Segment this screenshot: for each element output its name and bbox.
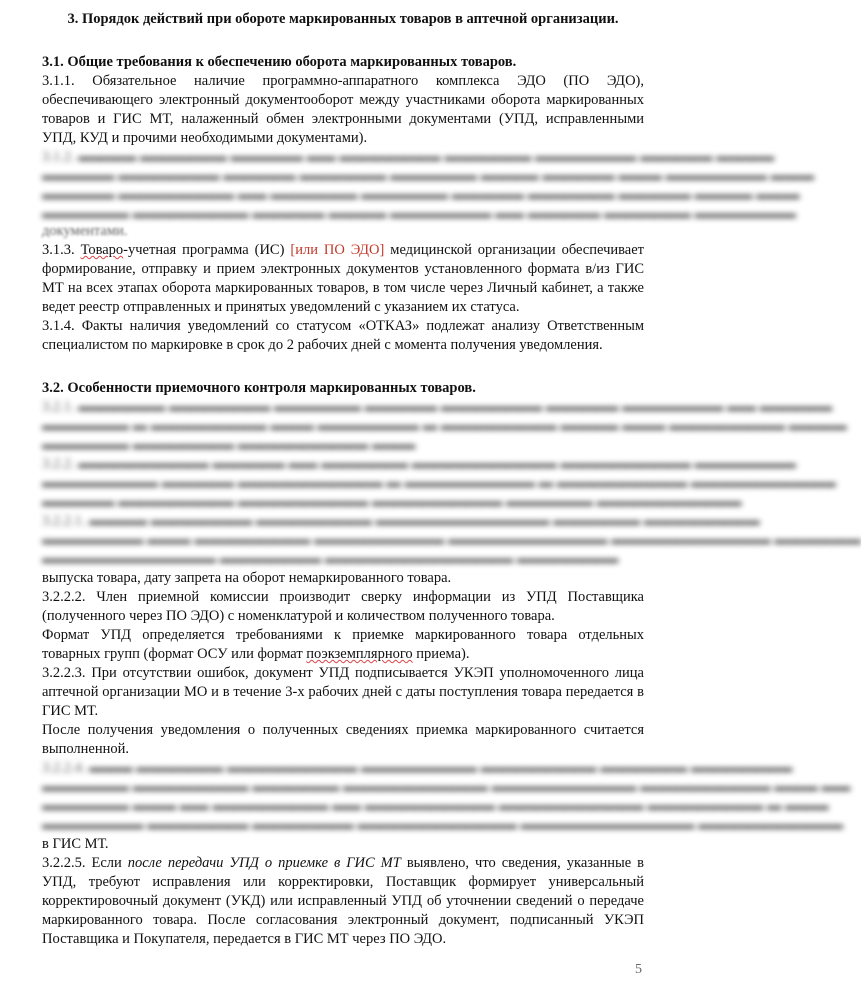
- document-page: [42, 10, 861, 949]
- paragraph-3-2-2-5: [42, 854, 644, 949]
- spellcheck-word: Товаро: [80, 242, 124, 258]
- paragraph-upd-format: [42, 626, 644, 664]
- blurred-paragraph-3-1-2-tail: документами.: [42, 223, 128, 239]
- paragraph-3-2-2-2: 3.2.2.2. Член приемной комиссии производит сверку информации из УПД Поставщика (полученного через ПО ЭДО) с номенклатурой и количеством полученного товара.: [42, 589, 644, 624]
- paragraph-3-1-3-text-b: медицинской организации обеспечивает формирование, отправку и прием электронных документов установленного формата в/из ГИС МТ на всех этапах оборота маркированных товаров, в том числе через Личный кабинет, а также ведет реестр отправленных и принятых уведомлений с указанием их статуса.: [42, 242, 644, 315]
- paragraph-after-notification: После получения уведомления о полученных сведениях приемка маркированного считается выполненной.: [42, 722, 644, 757]
- paragraph-3-1-3-number: 3.1.3.: [42, 242, 81, 258]
- blurred-paragraph-3-2-2-1-tail: выпуска товара, дату запрета на оборот немаркированного товара.: [42, 570, 452, 586]
- paragraph-3-2-2-5-text: выявлено, что сведения, указанные в УПД, требуют исправления или корректировки, Поставщик формирует универсальный корректировочный документ (УКД) или исправленный УПД об уточнении сведений о передаче маркированного товара. После согласования электронный документ, подписанный УКЭП Поставщика и Покупателя, передается в ГИС МТ через ПО ЭДО.: [42, 855, 644, 947]
- upd-format-text-a: Формат УПД определяется требованиями к приемке маркированного товара отдельных товарных групп (формат ОСУ или формат: [42, 627, 644, 662]
- paragraph-3-2-2-3: 3.2.2.3. При отсутствии ошибок, документ УПД подписывается УКЭП уполномоченного лица аптечной организации МО и в течение 3-х рабочих дней с даты поступления товара передается в ГИС МТ.: [42, 665, 644, 719]
- section-3-2-title: 3.2. Особенности приемочного контроля маркированных товаров.: [42, 380, 476, 396]
- page-heading: 3. Порядок действий при обороте маркированных товаров в аптечной организации.: [67, 11, 619, 27]
- upd-format-text-b: приема).: [412, 646, 470, 662]
- paragraph-3-1-1: 3.1.1. Обязательное наличие программно-аппаратного комплекса ЭДО (ПО ЭДО), обеспечивающего электронный документооборот между участниками оборота маркированных товаров и ГИС МТ, налаженный обмен электронными документами (УПД, исправленными УПД, КУД и прочими необходимыми документами).: [42, 73, 644, 146]
- red-bracket-note: [или ПО ЭДО]: [290, 242, 385, 258]
- spellcheck-word-2: поэкземплярного: [306, 646, 413, 662]
- page-number: 5: [635, 962, 642, 977]
- blurred-paragraph-3-1-2: 3.1.2. ▬▬▬▬ ▬▬▬▬▬▬ ▬▬▬▬▬ ▬▬ ▬▬▬▬▬▬▬ ▬▬▬▬▬▬ ▬▬▬▬▬▬▬ ▬▬▬▬▬ ▬▬▬▬ ▬▬▬▬▬ ▬▬▬▬▬▬▬ ▬▬▬▬▬ ▬▬▬▬▬▬ ▬▬▬▬▬▬ ▬▬▬▬ ▬▬▬▬▬ ▬▬▬ ▬▬▬▬▬▬▬ ▬▬▬ ▬▬▬▬▬ ▬▬▬▬▬▬▬▬ ▬▬ ▬▬▬▬▬▬ ▬▬▬▬▬▬ ▬▬▬▬▬ ▬▬▬▬▬▬ ▬▬▬▬▬ ▬▬▬▬ ▬▬▬ ▬▬▬▬▬▬ ▬▬▬▬▬▬▬▬ ▬▬▬▬▬ ▬▬▬▬ ▬▬▬▬▬▬▬ ▬▬ ▬▬▬▬▬ ▬▬▬▬▬▬ ▬▬▬▬▬▬▬: [42, 149, 815, 222]
- paragraph-3-2-2-5-number: 3.2.2.5. Если: [42, 855, 128, 871]
- blurred-paragraph-3-2-2-4-tail: в ГИС МТ.: [42, 836, 109, 852]
- paragraph-3-2-2-5-italic: после передачи УПД о приемке в ГИС МТ: [127, 855, 401, 871]
- paragraph-3-1-3: [42, 241, 644, 317]
- paragraph-3-1-3-text-a: -учетная программа (ИС): [123, 242, 291, 258]
- blurred-paragraph-3-2-2-4: 3.2.2.4. ▬▬▬ ▬▬▬▬▬▬ ▬▬▬▬▬▬▬▬▬ ▬▬▬▬▬▬▬▬ ▬▬▬▬▬▬▬▬ ▬▬▬▬▬▬ ▬▬▬▬▬▬▬ ▬▬▬▬▬▬ ▬▬▬▬▬▬▬▬ ▬▬▬▬▬▬ ▬▬▬▬▬▬▬▬▬▬ ▬▬▬▬▬▬▬▬▬▬ ▬▬▬▬▬▬▬▬▬ ▬▬▬ ▬▬ ▬▬▬▬▬▬ ▬▬▬ ▬▬ ▬▬▬▬▬▬▬▬ ▬▬ ▬▬▬▬▬▬▬▬▬ ▬▬▬▬▬▬▬▬▬▬ ▬▬▬▬▬▬▬▬ ▬ ▬▬▬ ▬▬▬▬▬▬▬ ▬▬▬▬▬▬▬ ▬▬▬▬▬▬▬ ▬▬▬▬▬▬▬▬▬▬▬ ▬▬▬▬▬▬▬▬▬▬▬▬ ▬▬▬▬▬▬▬▬▬▬: [42, 760, 851, 833]
- section-3-1-title: 3.1. Общие требования к обеспечению оборота маркированных товаров.: [42, 54, 517, 70]
- paragraph-3-1-4: 3.1.4. Факты наличия уведомлений со статусом «ОТКАЗ» подлежат анализу Ответственным специалистом по маркировке в срок до 2 рабочих дней с момента получения уведомления.: [42, 318, 644, 353]
- blurred-paragraphs-3-2-1: 3.2.1. ▬▬▬▬▬▬ ▬▬▬▬▬▬▬ ▬▬▬▬▬▬ ▬▬▬▬▬ ▬▬▬▬▬▬▬ ▬▬▬▬▬ ▬▬▬▬▬▬▬ ▬▬ ▬▬▬▬▬ ▬▬▬▬▬▬ ▬ ▬▬▬▬▬▬▬▬ ▬▬▬ ▬▬▬▬▬▬▬ ▬ ▬▬▬▬▬▬▬▬ ▬▬▬▬ ▬▬▬ ▬▬▬▬▬▬▬▬ ▬▬▬▬ ▬▬▬▬▬▬ ▬▬▬▬▬▬▬ ▬▬▬▬▬▬▬▬▬ ▬▬▬ 3.2.2. ▬▬▬▬▬▬▬▬▬ ▬▬▬▬▬ ▬▬ ▬▬▬▬▬▬ ▬▬▬▬▬▬▬▬▬▬ ▬▬▬▬▬▬▬▬▬ ▬▬▬▬▬▬▬ ▬▬▬▬▬▬▬▬ ▬▬▬▬▬ ▬▬▬▬▬▬▬▬▬▬ ▬ ▬▬▬▬▬▬▬▬▬ ▬ ▬▬▬▬▬▬▬▬▬ ▬▬▬▬▬▬▬▬▬▬ ▬▬▬▬▬ ▬▬▬▬▬▬▬▬ ▬▬▬▬▬▬▬▬▬ ▬▬▬▬▬▬▬▬▬ ▬▬▬▬▬▬ ▬▬▬▬▬▬▬▬▬▬ 3.2.2.1. ▬▬▬▬ ▬▬▬▬▬▬▬ ▬▬▬▬▬▬▬▬ ▬▬▬▬▬▬▬▬▬▬▬▬ ▬▬▬▬▬▬ ▬▬▬▬▬▬▬▬ ▬▬▬▬▬▬▬ ▬▬▬ ▬▬▬▬▬▬▬▬ ▬▬▬▬▬▬▬▬▬ ▬▬▬▬▬▬▬▬▬▬▬ ▬▬▬▬▬▬▬▬▬▬▬ ▬▬▬▬▬▬ ▬▬▬▬▬▬▬▬▬▬▬▬ ▬▬▬▬▬▬▬ ▬▬▬▬▬▬▬▬▬▬▬▬▬ ▬▬▬▬▬▬▬: [42, 399, 861, 567]
